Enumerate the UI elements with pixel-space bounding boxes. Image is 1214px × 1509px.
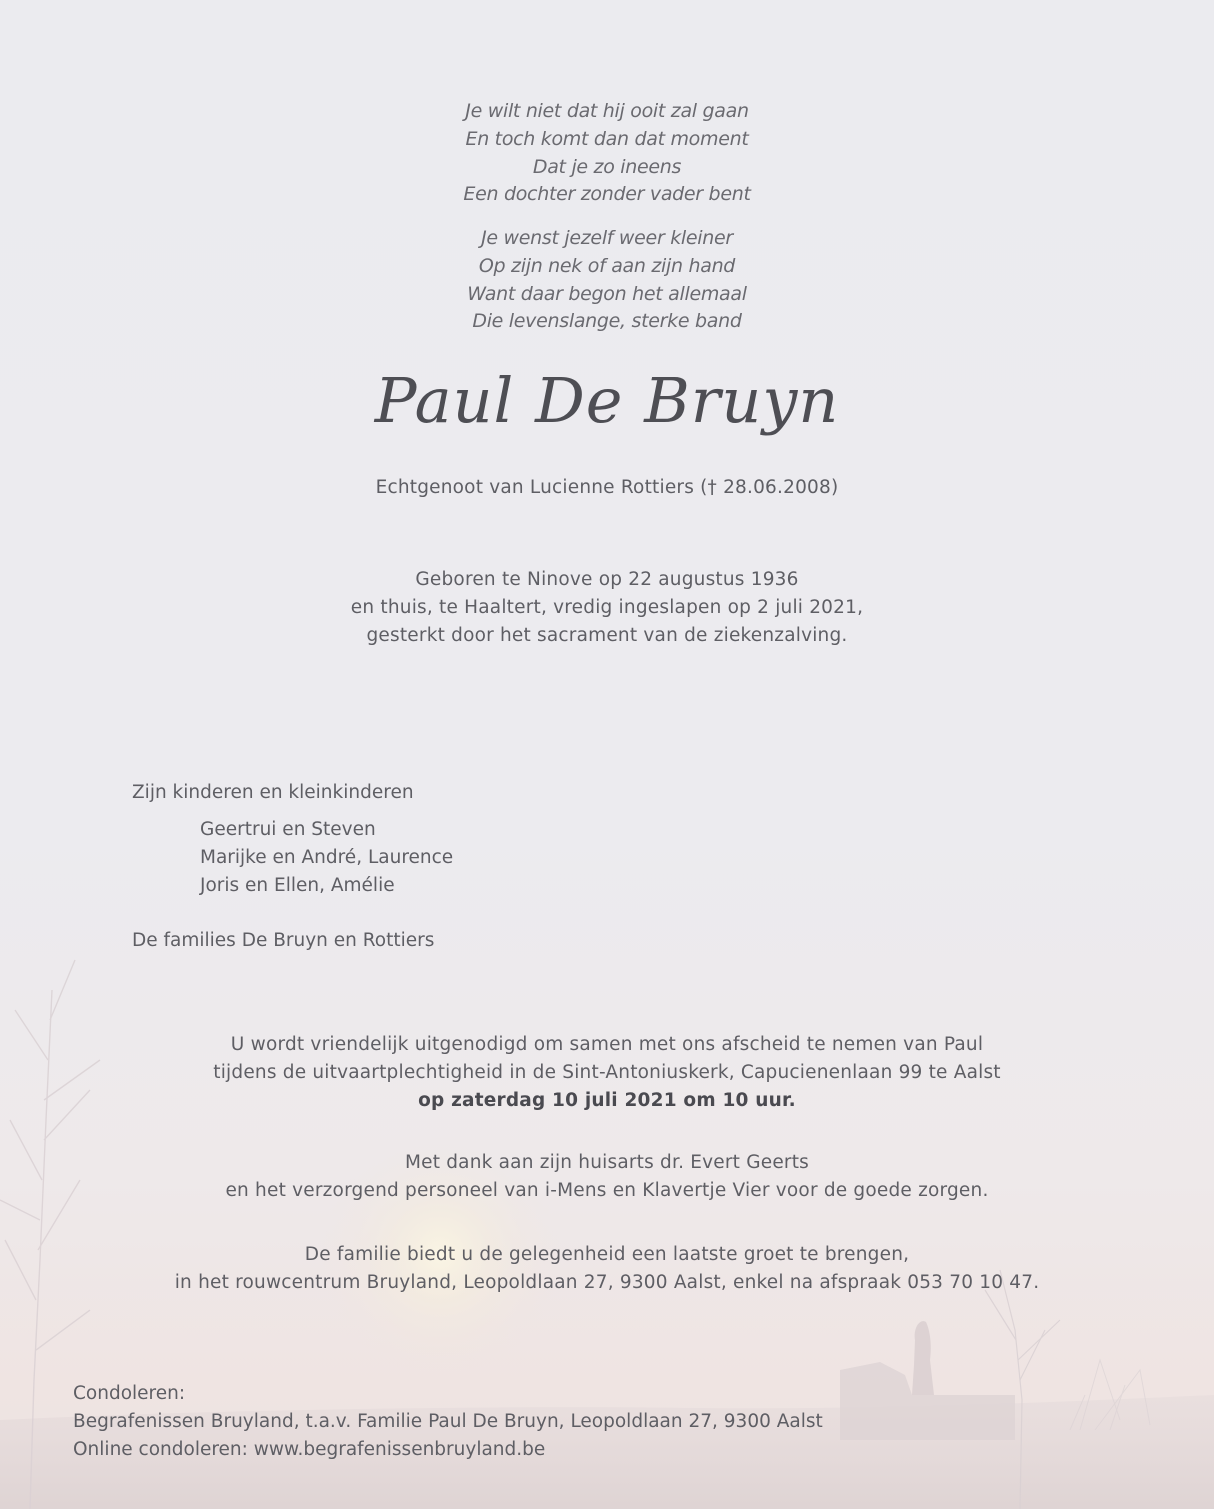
child-entry: Geertrui en Steven — [200, 819, 376, 840]
poem-line: Die levenslange, sterke band — [472, 310, 742, 333]
poem-line: Op zijn nek of aan zijn hand — [478, 254, 736, 277]
poem-line: Je wenst jezelf weer kleiner — [481, 227, 733, 249]
poem-line: Een dochter zonder vader bent — [463, 183, 751, 206]
birth-death-line: Geboren te Ninove op 22 augustus 1936 — [415, 569, 799, 590]
farewell-line: in het rouwcentrum Bruyland, Leopoldlaan 27, 9300 Aalst, enkel na afspraak 053 70 10 47. — [174, 1271, 1040, 1293]
child-entry: Joris en Ellen, Amélie — [200, 874, 395, 896]
invitation-line: U wordt vriendelijk uitgenodigd om samen met ons afscheid te nemen van Paul — [230, 1034, 984, 1055]
condolences-online-link[interactable]: Online condoleren: www.begrafenissenbruyland.be — [73, 1438, 546, 1460]
condolences-label: Condoleren: — [73, 1383, 186, 1404]
birth-death-line: en thuis, te Haaltert, vredig ingeslapen op 2 juli 2021, — [350, 596, 864, 618]
poem-stanza-1 — [0, 98, 1214, 209]
birth-death-block — [0, 566, 1214, 649]
invitation-block — [0, 1031, 1214, 1114]
child-entry: Marijke en André, Laurence — [200, 846, 454, 868]
poem-line: Dat je zo ineens — [532, 155, 682, 178]
thanks-line: Met dank aan zijn huisarts dr. Evert Geerts — [404, 1152, 810, 1173]
farewell-line: De familie biedt u de gelegenheid een laatste groet te brengen, — [304, 1244, 910, 1265]
families-line: De families De Bruyn en Rottiers — [132, 930, 435, 951]
statue-silhouette — [912, 1321, 934, 1395]
invitation-line: tijdens de uitvaartplechtigheid in de Sint-Antoniuskerk, Capucienenlaan 99 te Aalst — [213, 1061, 1001, 1083]
deceased-name: Paul De Bruyn — [374, 364, 840, 437]
condolences-address: Begrafenissen Bruyland, t.a.v. Familie Paul De Bruyn, Leopoldlaan 27, 9300 Aalst — [73, 1410, 823, 1432]
thanks-block — [0, 1149, 1214, 1205]
poem-stanza-2 — [0, 225, 1214, 336]
poem-line: Want daar begon het allemaal — [467, 282, 747, 305]
family-heading: Zijn kinderen en kleinkinderen — [132, 782, 414, 803]
birth-death-line: gesterkt door het sacrament van de ziekenzalving. — [366, 624, 848, 646]
poem-line: Je wilt niet dat hij ooit zal gaan — [465, 100, 749, 122]
farewell-block — [0, 1241, 1214, 1297]
thanks-line: en het verzorgend personeel van i-Mens en Klavertje Vier voor de goede zorgen. — [225, 1179, 989, 1201]
spouse-line: Echtgenoot van Lucienne Rottiers († 28.06.2008) — [375, 477, 839, 498]
children-list — [200, 816, 453, 899]
funeral-datetime: op zaterdag 10 juli 2021 om 10 uur. — [418, 1089, 796, 1111]
poem-line: En toch komt dan dat moment — [465, 127, 749, 150]
condolences-block — [73, 1380, 823, 1463]
